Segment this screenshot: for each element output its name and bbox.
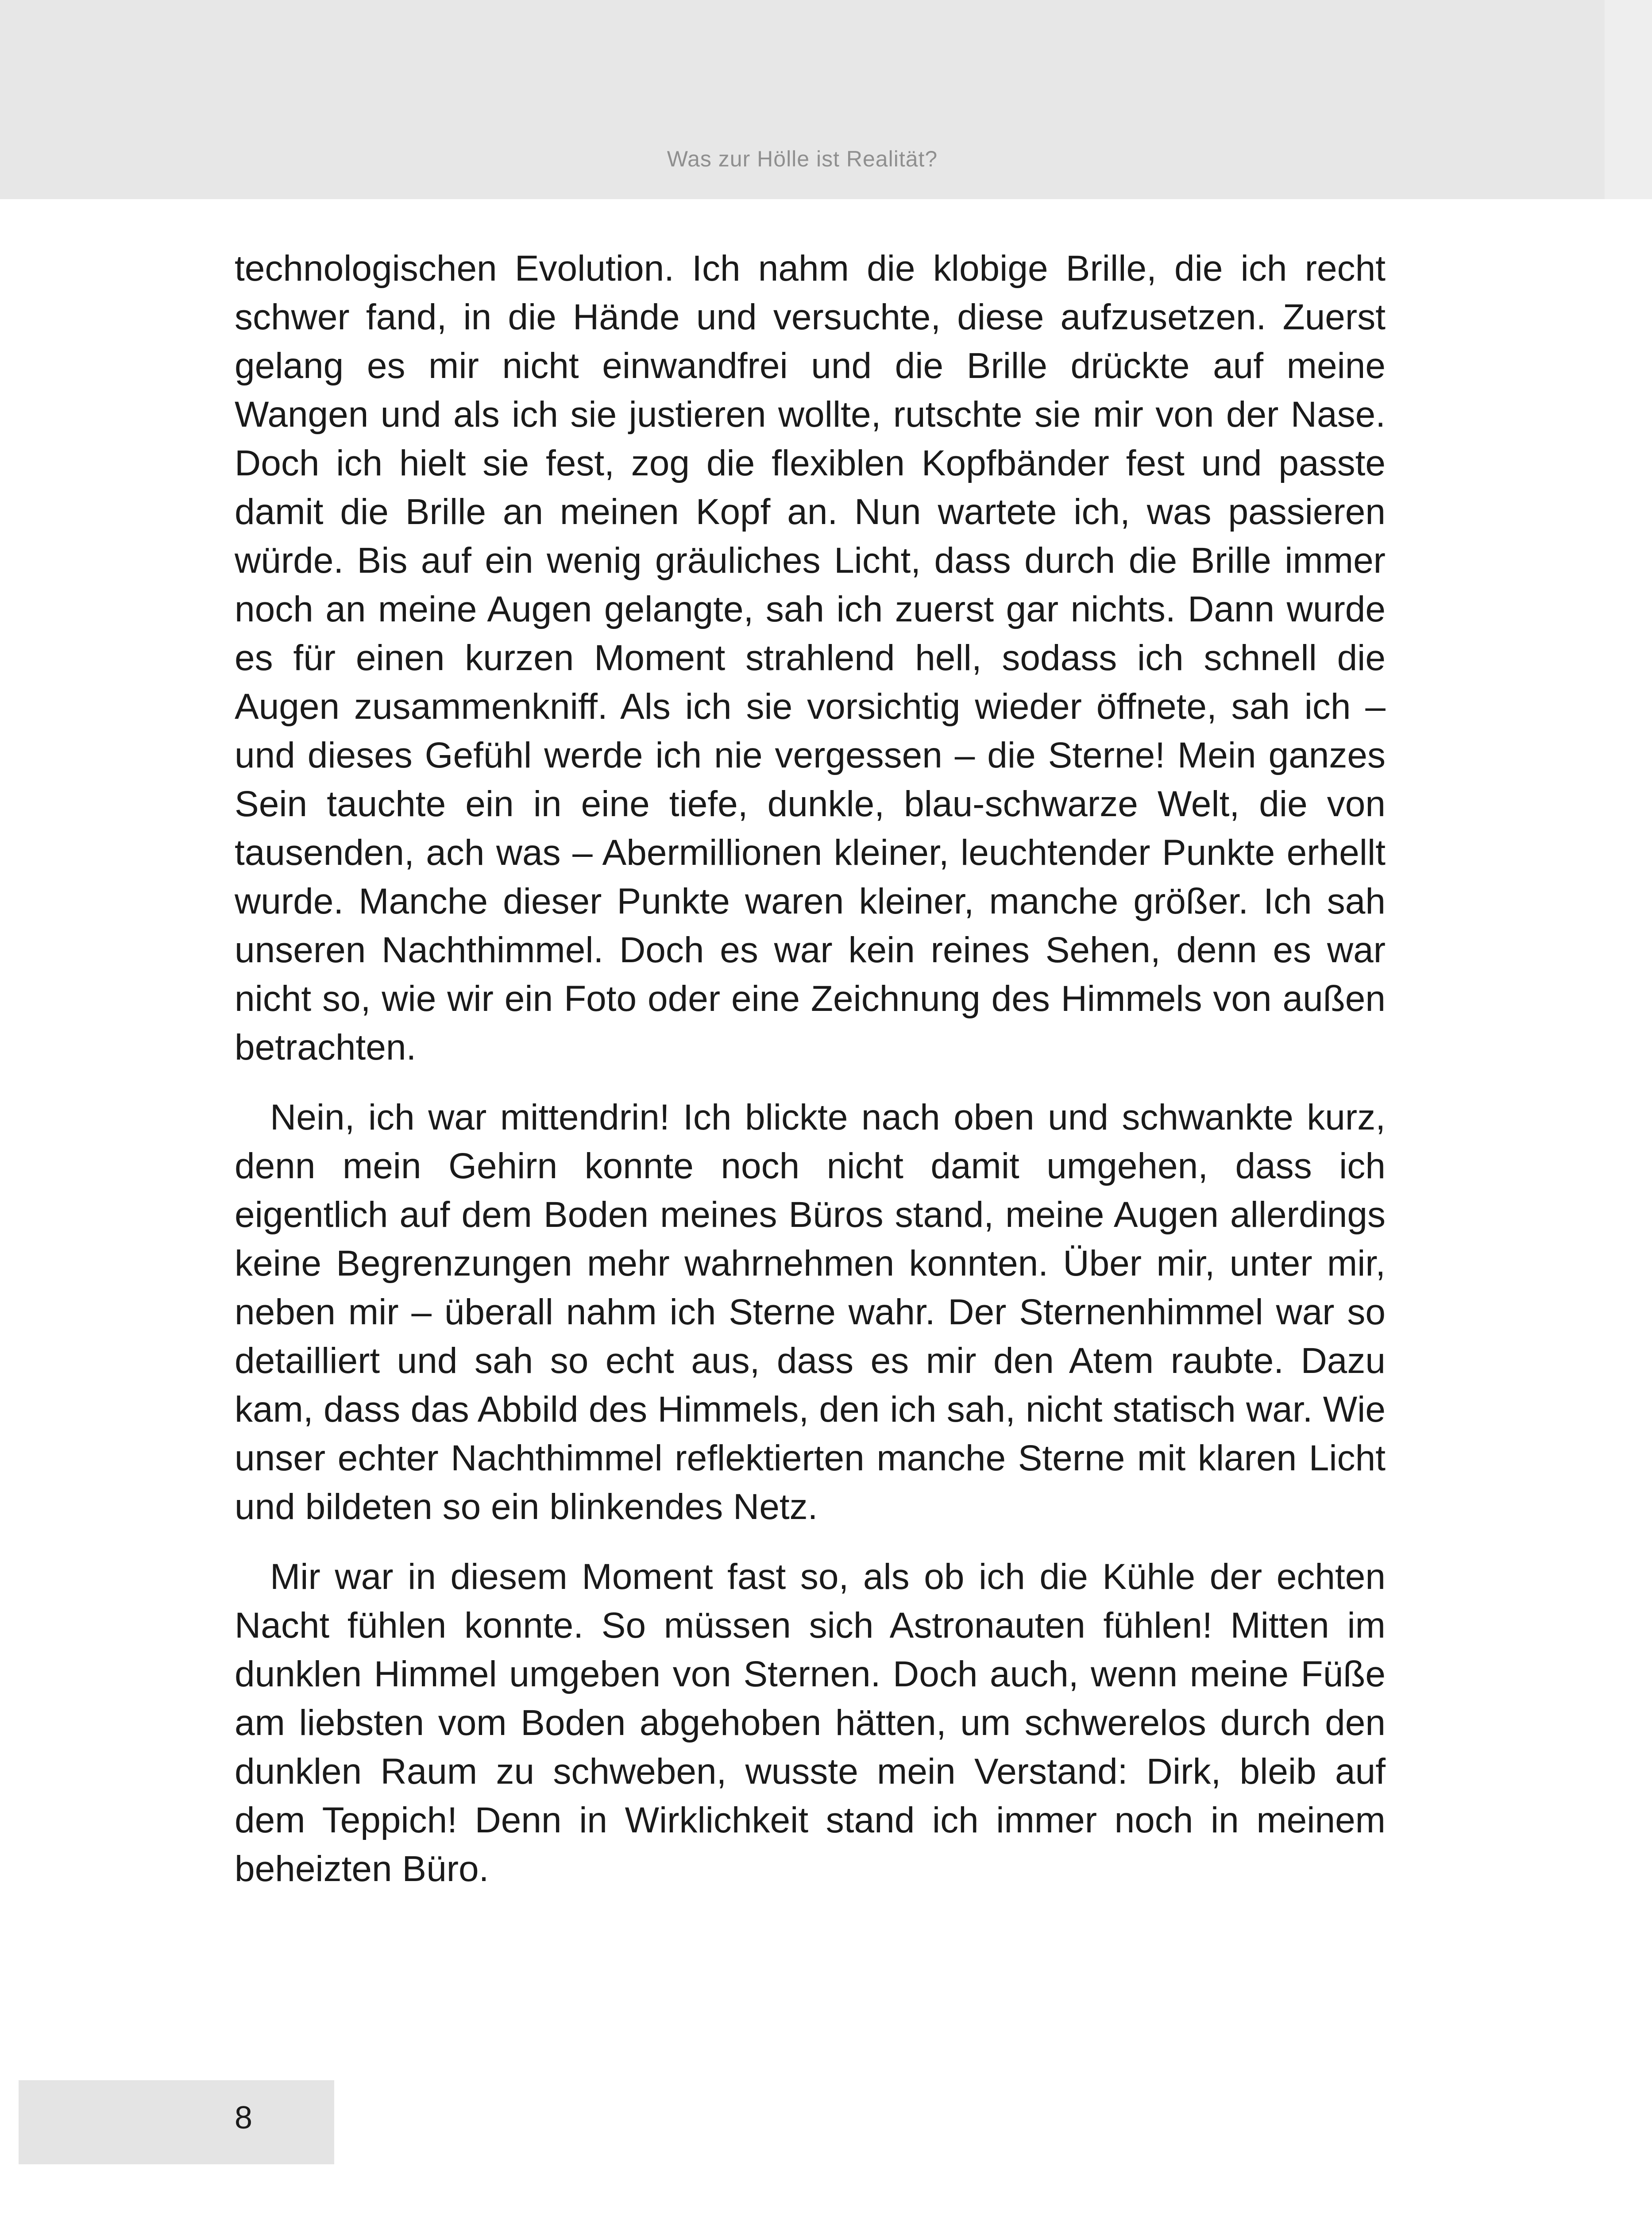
header-edge-strip <box>1605 0 1652 199</box>
running-title: Was zur Hölle ist Realität? <box>667 147 938 171</box>
page-number-band <box>19 2080 334 2164</box>
paragraph-continued: technologischen Evolution. Ich nahm die klobige Brille, die ich recht schwer fand, in die Hände und versuchte, diese aufzusetzen. Zuerst gelang es mir nicht einwandfrei und die Brille drückte auf meine Wangen und als ich sie justieren wollte, rutschte sie mir von der Nase. Doch ich hielt sie fest, zog die flexiblen Kopfbänder fest und passte damit die Brille an meinen Kopf an. Nun wartete ich, was passieren würde. Bis auf ein wenig gräuliches Licht, dass durch die Brille immer noch an meine Augen gelangte, sah ich zuerst gar nichts. Dann wurde es für einen kurzen Moment strahlend hell, sodass ich schnell die Augen zusammenkniff. Als ich sie vorsichtig wieder öffnete, sah ich – und dieses Gefühl werde ich nie vergessen – die Sterne! Mein ganzes Sein tauchte ein in eine tiefe, dunkle, blau-schwarze Welt, die von tausenden, ach was – Abermillionen kleiner, leuchtender Punkte erhellt wurde. Manche dieser Punkte waren kleiner, manche größer. Ich sah unseren Nachthimmel. Doch es war kein reines Sehen, denn es war nicht so, wie wir ein Foto oder eine Zeichnung des Himmels von außen betrachten. <box>235 248 1386 1068</box>
paragraph: Mir war in diesem Moment fast so, als ob ich die Kühle der echten Nacht fühlen konnte. So müssen sich Astronauten fühlen! Mitten im dunklen Himmel umgeben von Sternen. Doch auch, wenn meine Füße am liebsten vom Boden abgehoben hätten, um schwerelos durch den dunklen Raum zu schweben, wusste mein Verstand: Dirk, bleib auf dem Teppich! Denn in Wirklichkeit stand ich immer noch in meinem beheizten Büro. <box>235 1557 1386 1889</box>
page-number: 8 <box>235 2100 253 2136</box>
body-text <box>235 244 1386 1893</box>
paragraph: Nein, ich war mittendrin! Ich blickte nach oben und schwankte kurz, denn mein Gehirn konnte noch nicht damit umgehen, dass ich eigentlich auf dem Boden meines Büros stand, meine Augen allerdings keine Begrenzungen mehr wahrnehmen konnten. Über mir, unter mir, neben mir – überall nahm ich Sterne wahr. Der Sternenhimmel war so detailliert und sah so echt aus, dass es mir den Atem raubte. Dazu kam, dass das Abbild des Himmels, den ich sah, nicht statisch war. Wie unser echter Nachthimmel reflektierten manche Sterne mit klaren Licht und bildeten so ein blinkendes Netz. <box>235 1097 1386 1527</box>
